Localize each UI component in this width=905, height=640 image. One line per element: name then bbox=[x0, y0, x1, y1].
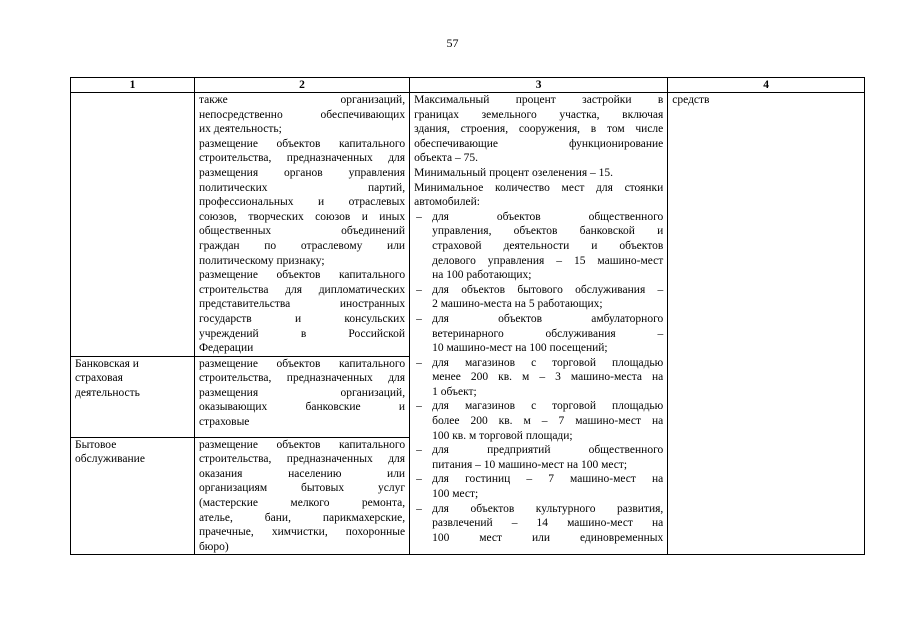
parking-list-item bbox=[414, 472, 663, 501]
use-name-line: обслуживание bbox=[75, 453, 145, 466]
parameters-cell bbox=[410, 93, 668, 555]
text-line: 100 мест; bbox=[432, 488, 479, 501]
column-header-4: 4 bbox=[668, 78, 865, 93]
text-line: для магазинов с торговой площадью bbox=[432, 356, 664, 369]
text-line: размещение объектов капитального bbox=[198, 269, 406, 282]
use-name-line: Бытовое bbox=[75, 438, 117, 451]
text-line: политическому признаку; bbox=[198, 254, 325, 267]
text-line: страховые bbox=[198, 416, 250, 429]
text-line: развлечений – 14 машино-мест на bbox=[432, 517, 664, 530]
text-line: ветеринарного обслуживания – bbox=[432, 327, 664, 340]
column-header-1: 1 bbox=[71, 78, 195, 93]
text-line: размещение объектов капитального bbox=[198, 137, 406, 150]
use-description-cell bbox=[194, 93, 409, 357]
text-line: Максимальный процент застройки в bbox=[414, 94, 664, 106]
text-line: более 200 кв. м – 7 машино-мест на bbox=[432, 415, 664, 428]
list-dash: – bbox=[416, 312, 422, 325]
text-line: страховой деятельности и объектов bbox=[432, 239, 664, 252]
text-line: оказывающих банковские и bbox=[198, 401, 406, 414]
page-number: 57 bbox=[446, 36, 459, 50]
use-name-cell-empty bbox=[71, 93, 195, 357]
text-line: строительства, предназначенных для bbox=[198, 453, 406, 466]
list-dash: – bbox=[416, 473, 422, 486]
text-line: управления, объектов банковской и bbox=[432, 225, 664, 238]
land-use-table bbox=[70, 77, 865, 555]
text-line: средств bbox=[672, 94, 710, 106]
text-line: границах земельного участка, включая bbox=[414, 108, 664, 121]
parking-list-item bbox=[414, 502, 663, 546]
text-line: делового управления – 15 машино-мест bbox=[432, 254, 664, 267]
text-line: также организаций, bbox=[198, 94, 406, 106]
text-line: (мастерские мелкого ремонта, bbox=[198, 497, 406, 510]
text-line: Минимальное количество мест для стоянки bbox=[414, 181, 664, 194]
text-line: менее 200 кв. м – 3 машино-места на bbox=[432, 371, 664, 384]
text-line: строительства для дипломатических bbox=[198, 283, 406, 296]
text-line: автомобилей: bbox=[414, 196, 480, 209]
text-line: объекта – 75. bbox=[414, 152, 479, 165]
parking-list-item bbox=[414, 443, 663, 472]
text-line: для объектов общественного bbox=[432, 210, 664, 223]
text-line: представительства иностранных bbox=[198, 298, 406, 311]
text-line: профессиональных и отраслевых bbox=[198, 196, 406, 209]
text-line: для объектов культурного развития, bbox=[432, 502, 664, 515]
parking-list-item bbox=[414, 312, 663, 356]
list-dash: – bbox=[416, 502, 422, 515]
text-line: 2 машино-места на 5 работающих; bbox=[432, 298, 603, 311]
use-name-cell-banking bbox=[71, 356, 195, 437]
use-description-cell bbox=[194, 356, 409, 437]
text-line: на 100 работающих; bbox=[432, 269, 532, 282]
text-line: для гостиниц – 7 машино-мест на bbox=[432, 473, 664, 486]
list-dash: – bbox=[416, 400, 422, 413]
list-dash: – bbox=[416, 210, 422, 223]
text-line: ателье, бани, парикмахерские, bbox=[198, 511, 406, 524]
text-line: союзов, творческих союзов и иных bbox=[198, 210, 406, 223]
use-name-line: деятельность bbox=[75, 386, 140, 399]
parking-list-item bbox=[414, 356, 663, 400]
column-header-2: 2 bbox=[194, 78, 409, 93]
text-line: непосредственно обеспечивающих bbox=[198, 108, 406, 121]
parking-list-item bbox=[414, 210, 663, 283]
text-line: 10 машино-мест на 100 посещений; bbox=[432, 342, 608, 355]
text-line: государств и консульских bbox=[198, 312, 406, 325]
list-dash: – bbox=[416, 444, 422, 457]
text-line: Федерации bbox=[198, 342, 254, 355]
use-name-cell-domestic bbox=[71, 437, 195, 555]
text-line: политических партий, bbox=[198, 181, 406, 194]
text-line: организациям бытовых услуг bbox=[198, 482, 406, 495]
text-line: размещения органов управления bbox=[198, 166, 406, 179]
text-line: размещения организаций, bbox=[198, 386, 406, 399]
text-line: строительства, предназначенных для bbox=[198, 372, 406, 385]
text-line: граждан по отраслевому или bbox=[198, 239, 406, 252]
text-line: учреждений в Российской bbox=[198, 327, 406, 340]
text-line: размещение объектов капитального bbox=[198, 438, 406, 451]
notes-cell bbox=[668, 93, 865, 555]
table-header-row bbox=[71, 78, 865, 93]
text-line: питания – 10 машино-мест на 100 мест; bbox=[432, 458, 628, 471]
text-line: общественных объединений bbox=[198, 225, 406, 238]
text-line: для магазинов с торговой площадью bbox=[432, 400, 664, 413]
use-name-line: Банковская и bbox=[75, 357, 139, 370]
text-line: бюро) bbox=[198, 540, 229, 553]
text-line: здания, строения, сооружения, в том числе bbox=[414, 123, 664, 136]
text-line: обеспечивающие функционирование bbox=[414, 137, 664, 150]
text-line: строительства, предназначенных для bbox=[198, 152, 406, 165]
table-row bbox=[71, 93, 865, 357]
list-dash: – bbox=[416, 283, 422, 296]
text-line: для предприятий общественного bbox=[432, 444, 664, 457]
text-line: оказания населению или bbox=[198, 467, 406, 480]
parking-list-item bbox=[414, 283, 663, 312]
text-line: для объектов бытового обслуживания – bbox=[432, 283, 664, 296]
text-line: 100 кв. м торговой площади; bbox=[432, 429, 573, 442]
text-line: их деятельность; bbox=[198, 123, 282, 136]
list-dash: – bbox=[416, 356, 422, 369]
text-line: размещение объектов капитального bbox=[198, 357, 406, 370]
parking-list-item bbox=[414, 399, 663, 443]
use-name-line: страховая bbox=[75, 372, 123, 385]
text-line: Минимальный процент озеленения – 15. bbox=[414, 166, 614, 179]
text-line: прачечные, химчистки, похоронные bbox=[198, 526, 406, 539]
text-line: 1 объект; bbox=[432, 385, 477, 398]
use-description-cell bbox=[194, 437, 409, 555]
text-line: для объектов амбулаторного bbox=[432, 312, 664, 325]
text-line: 100 мест или единовременных bbox=[432, 531, 664, 544]
column-header-3: 3 bbox=[410, 78, 668, 93]
